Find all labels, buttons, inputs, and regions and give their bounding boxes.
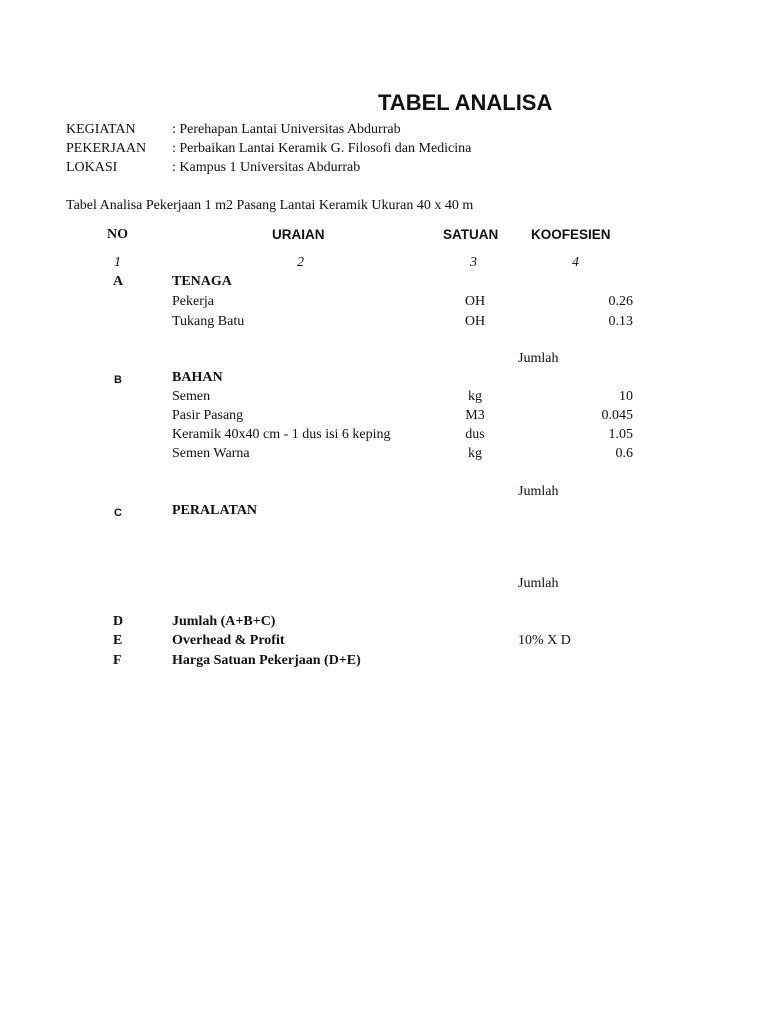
col-index-koofesien: 4 <box>572 255 579 270</box>
info-label-lokasi: LOKASI <box>66 160 118 175</box>
info-label-pekerjaan: PEKERJAAN <box>66 141 147 156</box>
item-coef: 0.6 <box>615 446 633 461</box>
section-b-total-label: Jumlah <box>518 484 559 499</box>
item-unit: OH <box>464 314 486 329</box>
summary-label-d: Jumlah (A+B+C) <box>172 614 276 629</box>
item-coef: 0.045 <box>601 408 633 423</box>
info-value-pekerjaan: : Perbaikan Lantai Keramik G. Filosofi dan Medicina <box>172 141 472 156</box>
item-coef: 1.05 <box>608 427 633 442</box>
item-unit: M3 <box>465 408 485 423</box>
item-coef: 10 <box>619 389 633 404</box>
item-unit: kg <box>468 389 482 404</box>
summary-label-e: Overhead & Profit <box>172 633 285 648</box>
col-header-no: NO <box>107 227 128 242</box>
item-name: Semen Warna <box>172 446 250 461</box>
item-unit: dus <box>465 427 485 442</box>
col-index-no: 1 <box>114 255 121 270</box>
col-header-uraian: URAIAN <box>272 227 325 242</box>
item-unit: kg <box>468 446 482 461</box>
item-name: Semen <box>172 389 211 404</box>
section-title-peralatan: PERALATAN <box>172 503 258 518</box>
item-unit: OH <box>464 294 486 309</box>
info-label-kegiatan: KEGIATAN <box>66 122 136 137</box>
table-subtitle: Tabel Analisa Pekerjaan 1 m2 Pasang Lantai Keramik Ukuran 40 x 40 m <box>66 198 474 213</box>
summary-value-e: 10% X D <box>518 633 571 648</box>
info-value-kegiatan: : Perehapan Lantai Universitas Abdurrab <box>172 122 401 137</box>
summary-code-e: E <box>113 633 123 648</box>
col-index-satuan: 3 <box>470 255 477 270</box>
page-title: TABEL ANALISA <box>378 90 553 115</box>
item-coef: 0.26 <box>608 294 633 309</box>
section-title-tenaga: TENAGA <box>172 274 232 289</box>
summary-label-f: Harga Satuan Pekerjaan (D+E) <box>172 653 361 668</box>
item-name: Keramik 40x40 cm - 1 dus isi 6 keping <box>172 427 391 442</box>
info-value-lokasi: : Kampus 1 Universitas Abdurrab <box>172 160 361 175</box>
item-name: Tukang Batu <box>172 314 245 329</box>
item-coef: 0.13 <box>608 314 633 329</box>
item-name: Pasir Pasang <box>172 408 244 423</box>
summary-code-f: F <box>113 653 122 668</box>
col-header-satuan: SATUAN <box>443 227 499 242</box>
section-code-a: A <box>113 274 124 289</box>
section-a-total-label: Jumlah <box>518 351 559 366</box>
item-name: Pekerja <box>172 294 214 309</box>
section-code-c: C <box>114 507 122 519</box>
summary-code-d: D <box>113 614 124 629</box>
section-title-bahan: BAHAN <box>172 370 223 385</box>
section-code-b: B <box>114 374 122 386</box>
col-header-koofesien: KOOFESIEN <box>531 227 611 242</box>
section-c-total-label: Jumlah <box>518 576 559 591</box>
col-index-uraian: 2 <box>297 255 304 270</box>
